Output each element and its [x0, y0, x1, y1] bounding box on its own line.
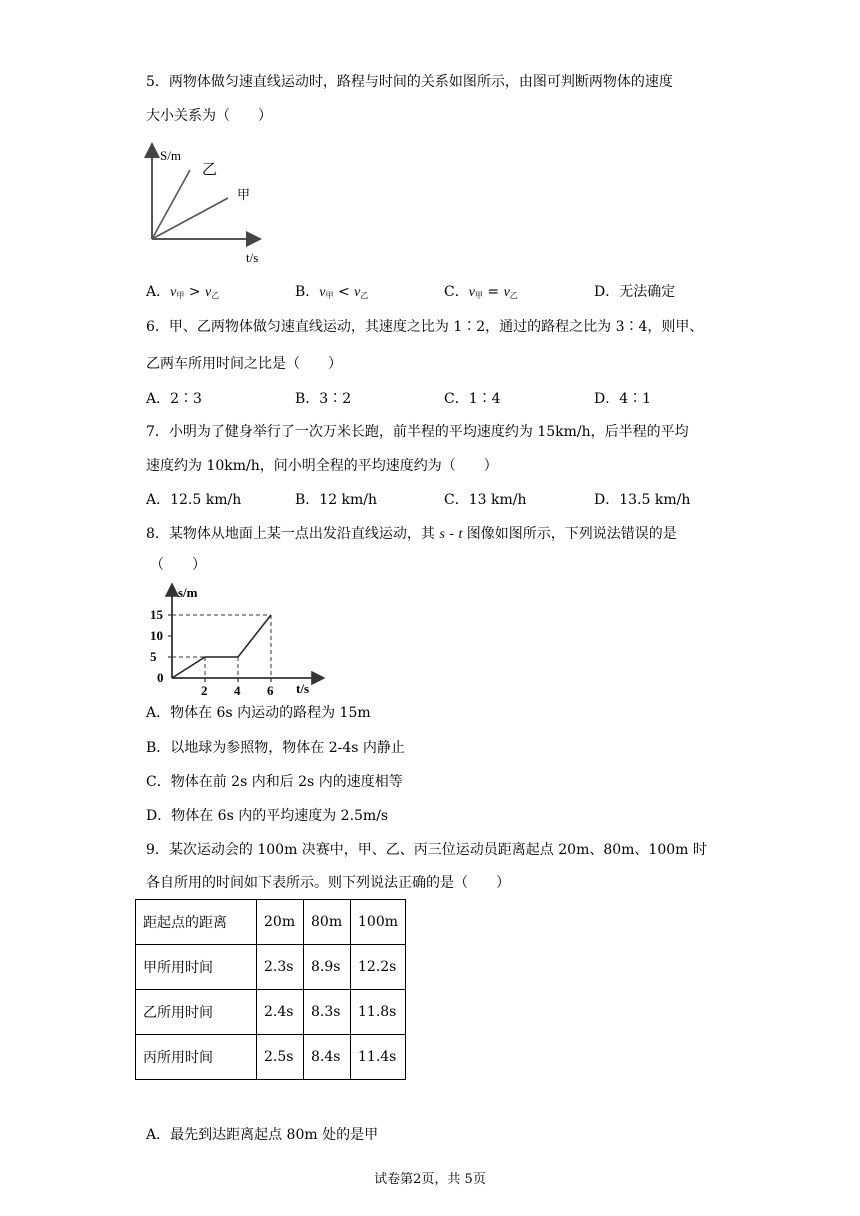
table-cell: 2.3s — [257, 945, 304, 990]
q5-stem-line2: 大小关系为（ ） — [146, 108, 272, 124]
table-cell: 距起点的距离 — [136, 900, 257, 945]
q6-option-a[interactable]: A．2∶3 — [146, 391, 202, 407]
q5-label-yi: 乙 — [202, 162, 218, 178]
table-cell: 乙所用时间 — [136, 990, 257, 1035]
q5-x-axis-label: t/s — [246, 250, 259, 265]
table-cell: 2.4s — [257, 990, 304, 1035]
table-row — [136, 945, 406, 990]
table-cell: 11.8s — [351, 990, 406, 1035]
q8-x-tick-label: 6 — [267, 683, 274, 698]
table-cell: 20m — [257, 900, 304, 945]
q8-series-line — [172, 615, 271, 678]
q6-option-b[interactable]: B．3∶2 — [295, 391, 352, 407]
q7-option-c[interactable]: C．13 km/h — [444, 492, 527, 508]
q5-stem-line1: 5．两物体做匀速直线运动时，路程与时间的关系如图所示，由图可判断两物体的速度 — [146, 74, 673, 90]
q5-option-a[interactable]: A．$v_甲 > v_乙$ — [146, 284, 220, 300]
q5-label-jia: 甲 — [237, 187, 251, 202]
q9-stem-line1: 9．某次运动会的 100m 决赛中，甲、乙、丙三位运动员距离起点 20m、80m、100m 时 — [146, 842, 707, 858]
q7-stem-line2: 速度约为 10km/h，问小明全程的平均速度约为（ ） — [146, 458, 498, 474]
q8-y-tick-label: 5 — [150, 649, 157, 664]
q8-y-tick-label: 15 — [150, 607, 163, 622]
q8-stem-line2: （ ） — [150, 557, 206, 573]
q5-option-b[interactable]: B．$v_甲 < v_乙$ — [295, 284, 369, 300]
page-footer: 试卷第2页，共 5页 — [374, 1172, 486, 1187]
q7-option-b[interactable]: B．12 km/h — [295, 492, 378, 508]
q8-x-tick-label: 4 — [234, 683, 241, 698]
q5-option-c[interactable]: C．$v_甲 = v_乙$ — [444, 284, 518, 300]
q7-option-a[interactable]: A．12.5 km/h — [146, 492, 242, 508]
q6-option-d[interactable]: D．4∶1 — [594, 391, 652, 407]
q8-x-tick-label: 2 — [201, 683, 208, 698]
q7-stem-line1: 7．小明为了健身举行了一次万米长跑，前半程的平均速度约为 15km/h，后半程的平均 — [146, 424, 689, 440]
table-cell: 80m — [304, 900, 351, 945]
table-cell: 8.4s — [304, 1035, 351, 1080]
q9-time-table — [135, 899, 406, 1080]
table-row — [136, 990, 406, 1035]
q8-option-c[interactable]: C．物体在前 2s 内和后 2s 内的速度相等 — [146, 774, 403, 790]
table-cell: 100m — [351, 900, 406, 945]
table-cell: 2.5s — [257, 1035, 304, 1080]
q8-option-b[interactable]: B．以地球为参照物，物体在 2-4s 内静止 — [146, 740, 405, 756]
table-cell: 甲所用时间 — [136, 945, 257, 990]
table-cell: 12.2s — [351, 945, 406, 990]
table-cell: 11.4s — [351, 1035, 406, 1080]
q6-option-c[interactable]: C．1∶4 — [444, 391, 501, 407]
q8-stem-line1: 8．某物体从地面上某一点出发沿直线运动，其 s - t 图像如图所示，下列说法错误的是 — [146, 526, 677, 542]
table-header-row — [136, 900, 406, 945]
q8-option-a[interactable]: A．物体在 6s 内运动的路程为 15m — [146, 705, 371, 721]
table-row — [136, 1035, 406, 1080]
q6-stem-line1: 6．甲、乙两物体做匀速直线运动，其速度之比为 1∶2，通过的路程之比为 3∶4，则甲、 — [146, 319, 704, 335]
q5-y-axis-label: S/m — [160, 148, 181, 163]
q7-option-d[interactable]: D．13.5 km/h — [594, 492, 691, 508]
table-cell: 8.9s — [304, 945, 351, 990]
q8-y-tick-label: 10 — [150, 628, 163, 643]
table-cell: 8.3s — [304, 990, 351, 1035]
table-cell: 丙所用时间 — [136, 1035, 257, 1080]
q8-origin-label: 0 — [157, 670, 164, 685]
q9-option-a[interactable]: A．最先到达距离起点 80m 处的是甲 — [146, 1127, 379, 1143]
q8-option-d[interactable]: D．物体在 6s 内的平均速度为 2.5m/s — [146, 808, 389, 824]
q8-x-axis-label: t/s — [296, 681, 309, 696]
q5-option-d[interactable]: D．无法确定 — [594, 284, 676, 300]
q6-stem-line2: 乙两车所用时间之比是（ ） — [146, 356, 342, 372]
q8-st-graph — [148, 580, 328, 700]
q8-y-axis-label: s/m — [178, 585, 198, 600]
q5-distance-time-graph — [140, 140, 270, 270]
q9-stem-line2: 各自所用的时间如下表所示。则下列说法正确的是（ ） — [146, 875, 510, 891]
